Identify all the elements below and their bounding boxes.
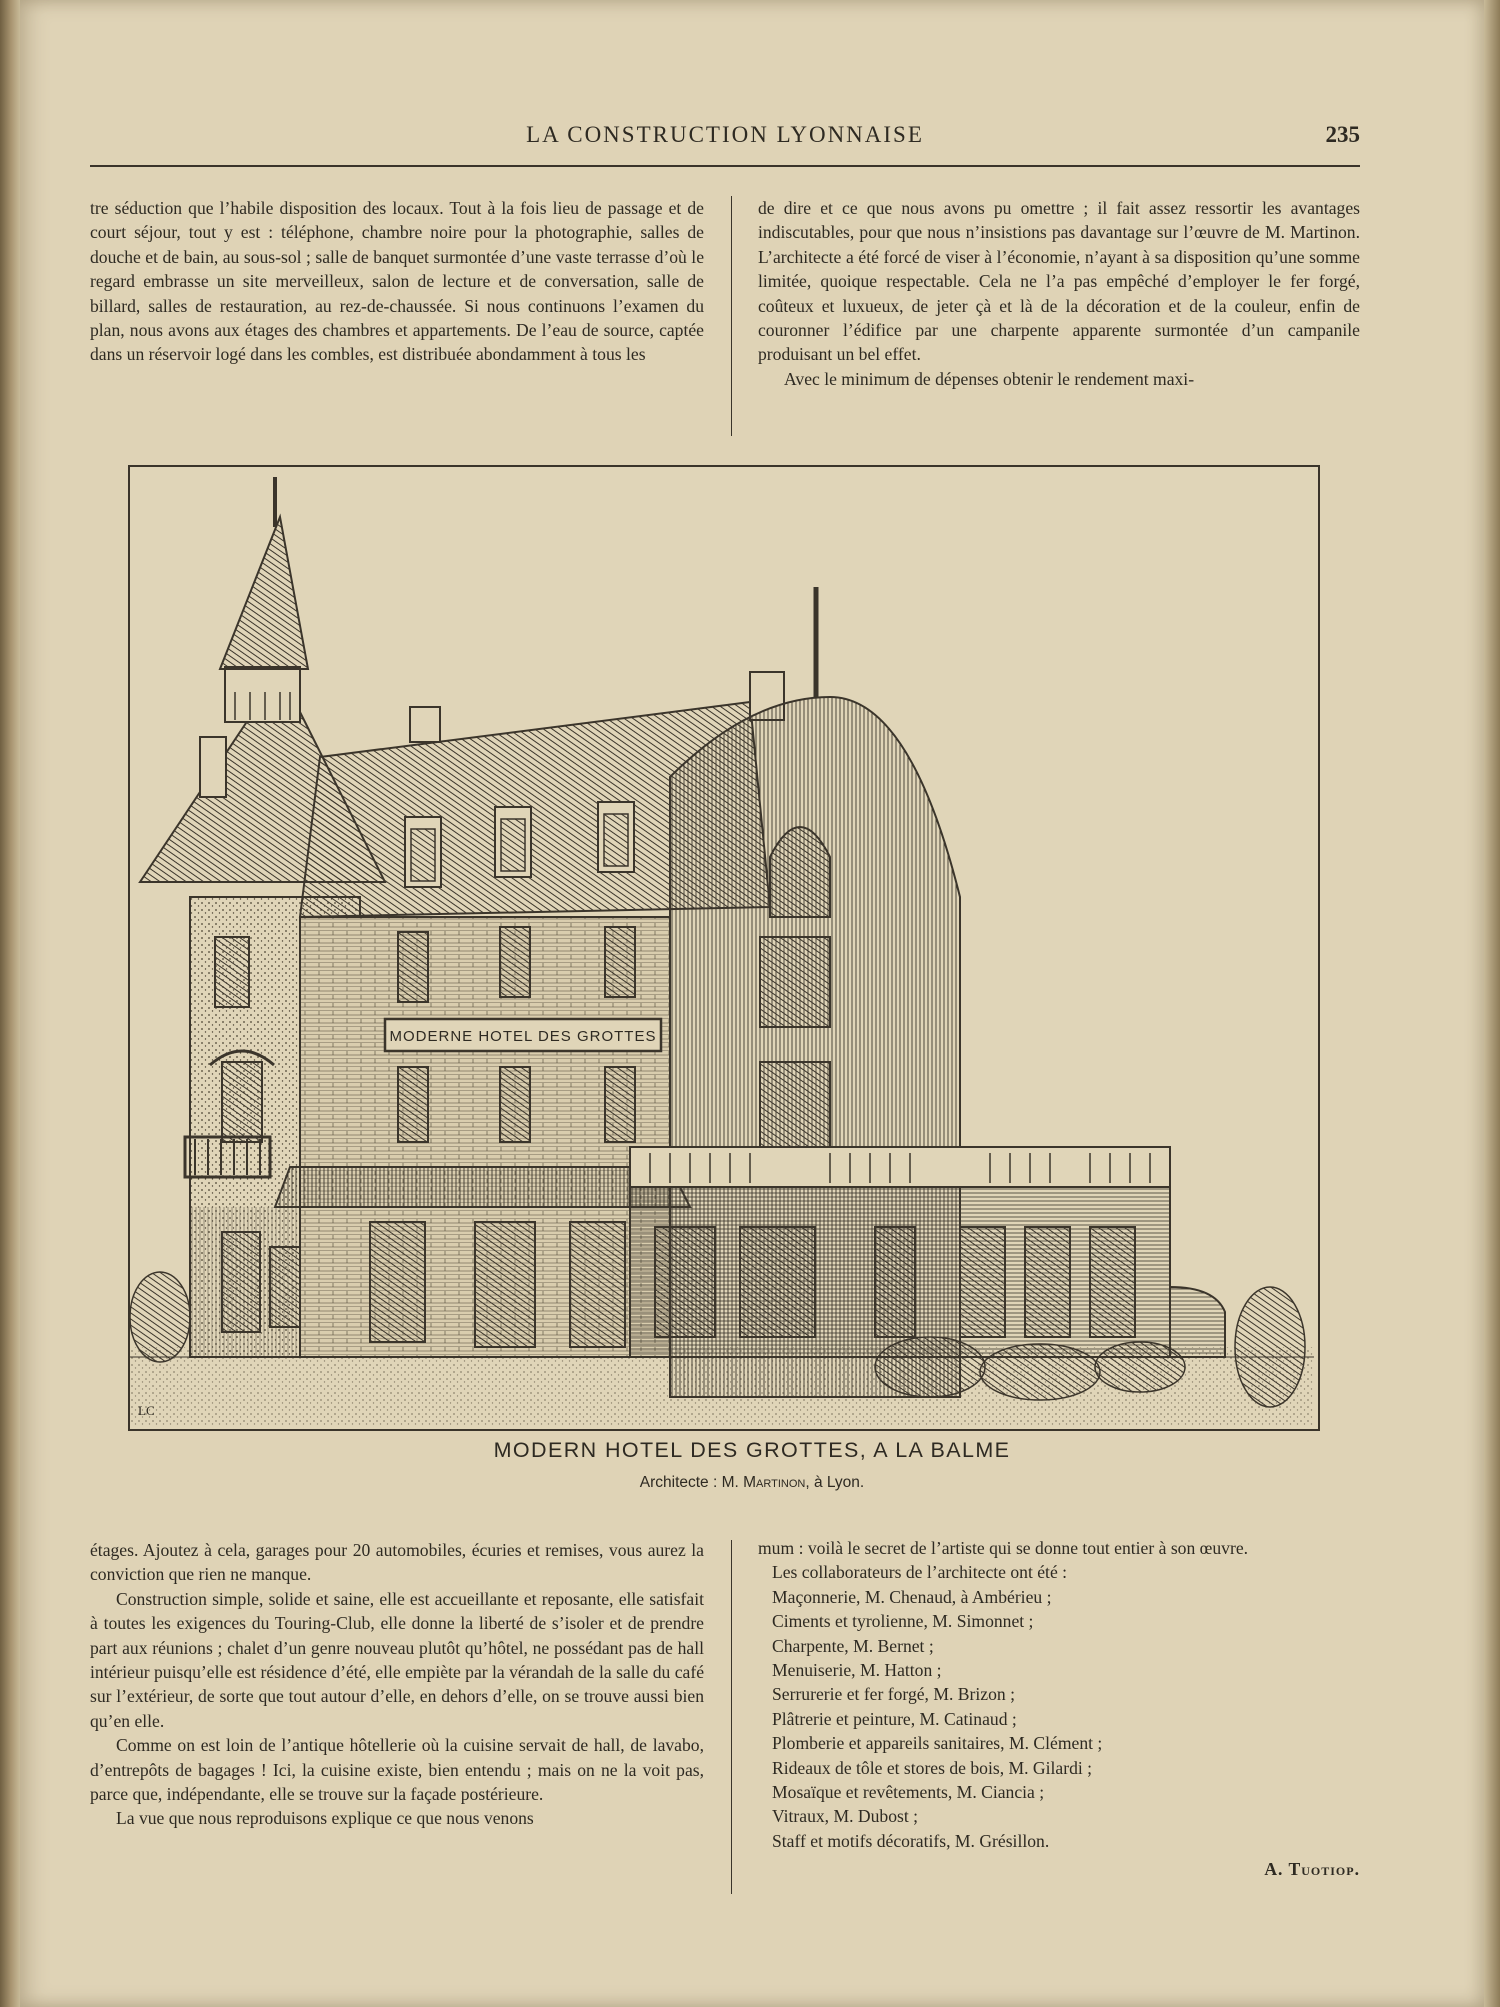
bottom-right-paragraph-1: mum : voilà le secret de l’artiste qui se donne tout entier à son œuvre. [758,1538,1249,1558]
list-item: Serrurerie et fer forgé, M. Brizon ; [772,1684,1015,1705]
top-right-paragraph-2: Avec le minimum de dépenses obtenir le rendement maxi- [784,368,1195,389]
spire [220,517,308,669]
top-left-paragraph: tre séduction que l’habile disposition des locaux. Tout à la fois lieu de passage et de court séjour, tout y est : téléphone, chambre noire pour la photographie, salles de douche et de bain, au sous-sol ; salle de banquet surmontée d’une vaste terrasse d’où le regard embrasse un site merveilleux, salon de lecture et de conversation, salle de billard, salles de restauration, au rez-de-chaussée. Si nous continuons l’examen du plan, nous avons aux étages des chambres et appartements. De l’eau de source, captée dans un réservoir logé dans les combles, est distribuée abondamment à tous les [90,198,704,365]
list-item: Charpente, M. Bernet ; [772,1635,934,1656]
bottom-right-column [758,1536,1360,1882]
column-divider-top [731,196,732,436]
list-item: Plomberie et appareils sanitaires, M. Clément ; [772,1733,1103,1754]
hotel-sign-text: MODERNE HOTEL DES GROTTES [389,1028,657,1045]
credit-name: Martinon [743,1474,806,1491]
list-item: Menuiserie, M. Hatton ; [772,1660,942,1681]
figure-caption: MODERN HOTEL DES GROTTES, A LA BALME [493,1438,1011,1462]
architect-credit [20,1474,1484,1492]
column-divider-bottom [731,1540,732,1894]
bottom-left-paragraph-1: étages. Ajoutez à cela, garages pour 20 automobiles, écuries et remises, vous aurez la conviction que rien ne manque. [90,1540,704,1585]
scan-binding-edge [0,0,20,2007]
credit-prefix: Architecte : M. [639,1474,739,1491]
magazine-page [20,0,1484,2007]
list-item: Ciments et tyrolienne, M. Simonnet ; [772,1611,1034,1632]
page-header [90,122,1360,166]
list-item: Maçonnerie, M. Chenaud, à Ambérieu ; [772,1586,1052,1607]
collaborators-intro: Les collaborateurs de l’architecte ont été : [772,1562,1068,1583]
bottom-left-column [90,1538,704,1831]
header-rule [90,165,1360,167]
list-item: Plâtrerie et peinture, M. Catinaud ; [772,1708,1017,1729]
list-item: Staff et motifs décoratifs, M. Grésillon. [772,1830,1050,1851]
terrace-balustrade [630,1147,1170,1187]
credit-suffix: , à Lyon. [805,1474,865,1491]
collaborators-list [758,1560,1360,1853]
hotel-engraving [130,467,1314,1425]
author-signature: A. Tuotiop. [1264,1859,1360,1880]
bottom-left-paragraph-2: Construction simple, solide et saine, elle est accueillante et reposante, elle satisfait à toutes les exigences du Touring-Club, elle donne la liberté de s’isoler et de prendre part aux réunions ; chalet d’un genre nouveau plutôt qu’hôtel, ne possédant pas de hall intérieur puisqu’elle est résidence d’été, elle empiète par la vérandah de la salle du café sur l’extérieur, de sorte que tout autour d’elle, en dehors d’elle, on se trouve aussi bien qu’en elle. [90,1588,705,1731]
list-item: Vitraux, M. Dubost ; [772,1806,919,1827]
list-item: Rideaux de tôle et stores de bois, M. Gilardi ; [772,1757,1093,1778]
scan-page-edge [1484,0,1500,2007]
engraver-mark: LC [138,1403,155,1418]
list-item: Mosaïque et revêtements, M. Ciancia ; [772,1782,1045,1803]
bottom-left-paragraph-3: Comme on est loin de l’antique hôtellerie où la cuisine servait de hall, de lavabo, d’entrepôts de bagages ! Ici, la cuisine existe, bien entendu ; mais on ne la voit pas, parce que, indépendante, elle se trouve sur la façade postérieure. [90,1735,704,1805]
page-number: 235 [1325,122,1360,147]
hotel-illustration [128,465,1320,1431]
running-title: LA CONSTRUCTION LYONNAISE [526,122,924,147]
top-right-column [758,196,1360,391]
top-right-paragraph-1: de dire et ce que nous avons pu omettre ; il fait assez ressortir les avantages indiscutables, pour que nous n’insistions pas davantage sur l’œuvre de M. Martinon. L’architecte a été forcé de viser à l’économie, n’ayant à sa disposition qu’une somme limitée, quoique respectable. Cela ne l’a pas empêché d’employer le fer forgé, coûteux et luxueux, de jeter çà et là de la décoration et de la couleur, enfin de couronner l’édifice par une charpente apparente surmontée d’un campanile produisant un bel effet. [758,198,1360,365]
entrance-awning [275,1167,690,1207]
top-left-column [90,196,704,367]
bottom-left-paragraph-4: La vue que nous reproduisons explique ce que nous venons [116,1808,534,1829]
